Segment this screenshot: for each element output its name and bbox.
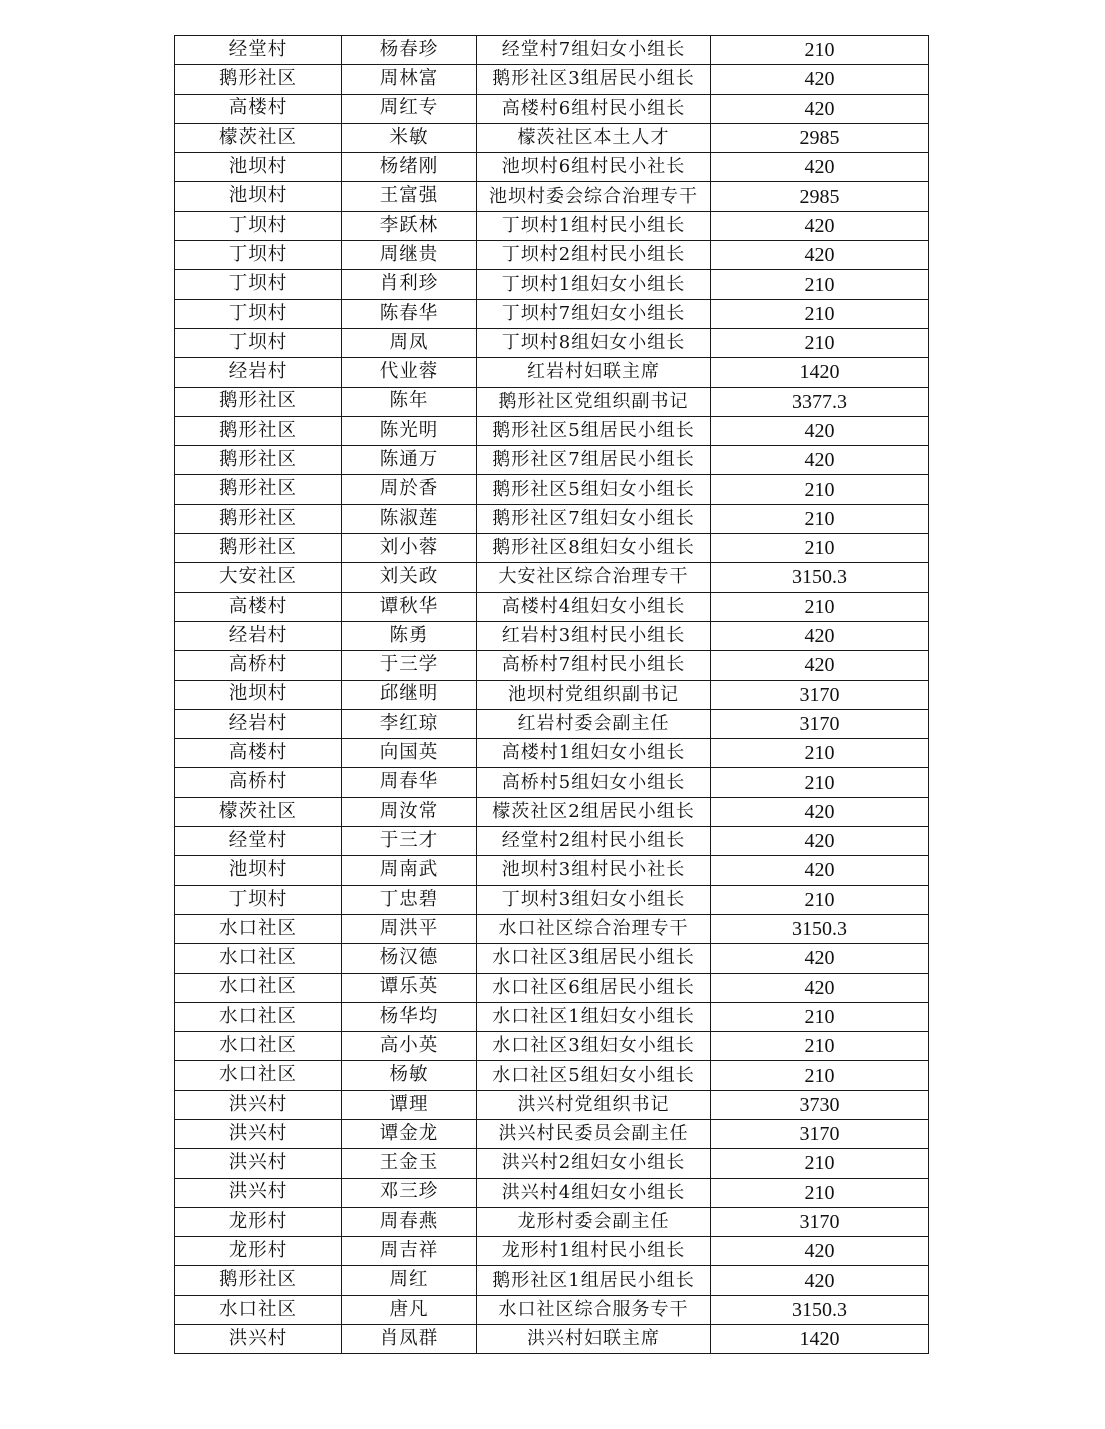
amount-cell: 210 bbox=[711, 534, 929, 563]
position-cell: 鹅形社区5组妇女小组长 bbox=[477, 475, 711, 504]
village-cell: 水口社区 bbox=[175, 1295, 342, 1324]
amount-cell: 420 bbox=[711, 1266, 929, 1295]
village-cell: 经堂村 bbox=[175, 36, 342, 65]
village-cell: 水口社区 bbox=[175, 914, 342, 943]
position-cell: 鹅形社区7组居民小组长 bbox=[477, 446, 711, 475]
village-cell: 高楼村 bbox=[175, 739, 342, 768]
village-cell: 水口社区 bbox=[175, 1061, 342, 1090]
name-cell: 邓三珍 bbox=[342, 1178, 477, 1207]
position-cell: 丁坝村2组村民小组长 bbox=[477, 241, 711, 270]
table-row bbox=[175, 739, 929, 768]
table-row bbox=[175, 1237, 929, 1266]
position-cell: 池坝村委会综合治理专干 bbox=[477, 182, 711, 211]
table-row bbox=[175, 1032, 929, 1061]
amount-cell: 210 bbox=[711, 1061, 929, 1090]
table-row bbox=[175, 856, 929, 885]
table-row bbox=[175, 563, 929, 592]
village-cell: 池坝村 bbox=[175, 856, 342, 885]
table-row bbox=[175, 885, 929, 914]
name-cell: 周林富 bbox=[342, 65, 477, 94]
name-cell: 杨华均 bbox=[342, 1002, 477, 1031]
position-cell: 大安社区综合治理专干 bbox=[477, 563, 711, 592]
personnel-allowance-table bbox=[174, 35, 929, 1354]
table-row bbox=[175, 1325, 929, 1354]
table-row bbox=[175, 592, 929, 621]
amount-cell: 420 bbox=[711, 241, 929, 270]
position-cell: 洪兴村民委员会副主任 bbox=[477, 1119, 711, 1148]
table-row bbox=[175, 1119, 929, 1148]
table-row bbox=[175, 241, 929, 270]
name-cell: 于三才 bbox=[342, 827, 477, 856]
position-cell: 洪兴村党组织书记 bbox=[477, 1090, 711, 1119]
table-row bbox=[175, 475, 929, 504]
amount-cell: 210 bbox=[711, 592, 929, 621]
table-row bbox=[175, 123, 929, 152]
position-cell: 红岩村妇联主席 bbox=[477, 358, 711, 387]
village-cell: 鹅形社区 bbox=[175, 416, 342, 445]
position-cell: 洪兴村2组妇女小组长 bbox=[477, 1149, 711, 1178]
table-row bbox=[175, 534, 929, 563]
amount-cell: 210 bbox=[711, 299, 929, 328]
amount-cell: 420 bbox=[711, 94, 929, 123]
name-cell: 陈年 bbox=[342, 387, 477, 416]
name-cell: 杨敏 bbox=[342, 1061, 477, 1090]
table-row bbox=[175, 504, 929, 533]
amount-cell: 420 bbox=[711, 153, 929, 182]
table-row bbox=[175, 182, 929, 211]
amount-cell: 210 bbox=[711, 1178, 929, 1207]
amount-cell: 2985 bbox=[711, 123, 929, 152]
name-cell: 代业蓉 bbox=[342, 358, 477, 387]
position-cell: 洪兴村妇联主席 bbox=[477, 1325, 711, 1354]
village-cell: 高楼村 bbox=[175, 592, 342, 621]
table-row bbox=[175, 973, 929, 1002]
position-cell: 丁坝村3组妇女小组长 bbox=[477, 885, 711, 914]
name-cell: 王富强 bbox=[342, 182, 477, 211]
amount-cell: 420 bbox=[711, 856, 929, 885]
village-cell: 池坝村 bbox=[175, 153, 342, 182]
position-cell: 水口社区3组妇女小组长 bbox=[477, 1032, 711, 1061]
position-cell: 高桥村7组村民小组长 bbox=[477, 651, 711, 680]
position-cell: 檬茨社区本土人才 bbox=[477, 123, 711, 152]
amount-cell: 210 bbox=[711, 1002, 929, 1031]
village-cell: 鹅形社区 bbox=[175, 1266, 342, 1295]
table-row bbox=[175, 270, 929, 299]
village-cell: 丁坝村 bbox=[175, 885, 342, 914]
village-cell: 高桥村 bbox=[175, 768, 342, 797]
name-cell: 谭乐英 bbox=[342, 973, 477, 1002]
amount-cell: 3170 bbox=[711, 1207, 929, 1236]
table-row bbox=[175, 1207, 929, 1236]
position-cell: 龙形村委会副主任 bbox=[477, 1207, 711, 1236]
village-cell: 丁坝村 bbox=[175, 270, 342, 299]
village-cell: 鹅形社区 bbox=[175, 446, 342, 475]
position-cell: 水口社区3组居民小组长 bbox=[477, 944, 711, 973]
amount-cell: 420 bbox=[711, 797, 929, 826]
amount-cell: 420 bbox=[711, 827, 929, 856]
village-cell: 檬茨社区 bbox=[175, 797, 342, 826]
table-row bbox=[175, 944, 929, 973]
amount-cell: 420 bbox=[711, 651, 929, 680]
amount-cell: 3170 bbox=[711, 709, 929, 738]
name-cell: 周洪平 bbox=[342, 914, 477, 943]
amount-cell: 210 bbox=[711, 475, 929, 504]
village-cell: 丁坝村 bbox=[175, 299, 342, 328]
village-cell: 经堂村 bbox=[175, 827, 342, 856]
name-cell: 刘小蓉 bbox=[342, 534, 477, 563]
name-cell: 周红专 bbox=[342, 94, 477, 123]
name-cell: 周於香 bbox=[342, 475, 477, 504]
position-cell: 水口社区综合治理专干 bbox=[477, 914, 711, 943]
name-cell: 周吉祥 bbox=[342, 1237, 477, 1266]
table-row bbox=[175, 914, 929, 943]
position-cell: 洪兴村4组妇女小组长 bbox=[477, 1178, 711, 1207]
name-cell: 周继贵 bbox=[342, 241, 477, 270]
position-cell: 鹅形社区党组织副书记 bbox=[477, 387, 711, 416]
position-cell: 鹅形社区7组妇女小组长 bbox=[477, 504, 711, 533]
amount-cell: 210 bbox=[711, 1032, 929, 1061]
amount-cell: 1420 bbox=[711, 1325, 929, 1354]
table-row bbox=[175, 358, 929, 387]
village-cell: 洪兴村 bbox=[175, 1119, 342, 1148]
amount-cell: 1420 bbox=[711, 358, 929, 387]
amount-cell: 420 bbox=[711, 211, 929, 240]
amount-cell: 420 bbox=[711, 416, 929, 445]
village-cell: 大安社区 bbox=[175, 563, 342, 592]
position-cell: 池坝村3组村民小社长 bbox=[477, 856, 711, 885]
table-row bbox=[175, 827, 929, 856]
name-cell: 刘关政 bbox=[342, 563, 477, 592]
village-cell: 洪兴村 bbox=[175, 1178, 342, 1207]
table-row bbox=[175, 797, 929, 826]
amount-cell: 420 bbox=[711, 944, 929, 973]
name-cell: 陈勇 bbox=[342, 621, 477, 650]
position-cell: 丁坝村8组妇女小组长 bbox=[477, 328, 711, 357]
village-cell: 经岩村 bbox=[175, 709, 342, 738]
village-cell: 水口社区 bbox=[175, 1002, 342, 1031]
table-row bbox=[175, 1178, 929, 1207]
name-cell: 米敏 bbox=[342, 123, 477, 152]
table-row bbox=[175, 211, 929, 240]
amount-cell: 420 bbox=[711, 973, 929, 1002]
position-cell: 红岩村3组村民小组长 bbox=[477, 621, 711, 650]
name-cell: 谭金龙 bbox=[342, 1119, 477, 1148]
position-cell: 经堂村7组妇女小组长 bbox=[477, 36, 711, 65]
amount-cell: 3170 bbox=[711, 680, 929, 709]
village-cell: 龙形村 bbox=[175, 1207, 342, 1236]
position-cell: 龙形村1组村民小组长 bbox=[477, 1237, 711, 1266]
village-cell: 高桥村 bbox=[175, 651, 342, 680]
name-cell: 谭秋华 bbox=[342, 592, 477, 621]
table-row bbox=[175, 416, 929, 445]
village-cell: 水口社区 bbox=[175, 1032, 342, 1061]
village-cell: 洪兴村 bbox=[175, 1325, 342, 1354]
table-row bbox=[175, 299, 929, 328]
position-cell: 水口社区5组妇女小组长 bbox=[477, 1061, 711, 1090]
position-cell: 鹅形社区8组妇女小组长 bbox=[477, 534, 711, 563]
position-cell: 池坝村6组村民小社长 bbox=[477, 153, 711, 182]
table-row bbox=[175, 768, 929, 797]
name-cell: 周红 bbox=[342, 1266, 477, 1295]
table-row bbox=[175, 387, 929, 416]
table-row bbox=[175, 1002, 929, 1031]
village-cell: 鹅形社区 bbox=[175, 475, 342, 504]
amount-cell: 210 bbox=[711, 36, 929, 65]
name-cell: 杨春珍 bbox=[342, 36, 477, 65]
village-cell: 鹅形社区 bbox=[175, 65, 342, 94]
amount-cell: 210 bbox=[711, 1149, 929, 1178]
position-cell: 池坝村党组织副书记 bbox=[477, 680, 711, 709]
position-cell: 水口社区6组居民小组长 bbox=[477, 973, 711, 1002]
village-cell: 池坝村 bbox=[175, 680, 342, 709]
name-cell: 李跃林 bbox=[342, 211, 477, 240]
village-cell: 经岩村 bbox=[175, 358, 342, 387]
name-cell: 肖利珍 bbox=[342, 270, 477, 299]
table-row bbox=[175, 94, 929, 123]
amount-cell: 3377.3 bbox=[711, 387, 929, 416]
name-cell: 陈光明 bbox=[342, 416, 477, 445]
amount-cell: 2985 bbox=[711, 182, 929, 211]
name-cell: 周南武 bbox=[342, 856, 477, 885]
name-cell: 谭理 bbox=[342, 1090, 477, 1119]
village-cell: 水口社区 bbox=[175, 944, 342, 973]
village-cell: 洪兴村 bbox=[175, 1149, 342, 1178]
table-row bbox=[175, 446, 929, 475]
position-cell: 高楼村1组妇女小组长 bbox=[477, 739, 711, 768]
name-cell: 周春燕 bbox=[342, 1207, 477, 1236]
position-cell: 水口社区1组妇女小组长 bbox=[477, 1002, 711, 1031]
village-cell: 丁坝村 bbox=[175, 328, 342, 357]
name-cell: 周凤 bbox=[342, 328, 477, 357]
village-cell: 鹅形社区 bbox=[175, 387, 342, 416]
position-cell: 高楼村4组妇女小组长 bbox=[477, 592, 711, 621]
table-row bbox=[175, 65, 929, 94]
table-row bbox=[175, 1061, 929, 1090]
amount-cell: 210 bbox=[711, 270, 929, 299]
village-cell: 水口社区 bbox=[175, 973, 342, 1002]
name-cell: 高小英 bbox=[342, 1032, 477, 1061]
position-cell: 水口社区综合服务专干 bbox=[477, 1295, 711, 1324]
table-row bbox=[175, 1090, 929, 1119]
name-cell: 周春华 bbox=[342, 768, 477, 797]
amount-cell: 3150.3 bbox=[711, 914, 929, 943]
table-row bbox=[175, 1149, 929, 1178]
position-cell: 经堂村2组村民小组长 bbox=[477, 827, 711, 856]
position-cell: 丁坝村7组妇女小组长 bbox=[477, 299, 711, 328]
amount-cell: 420 bbox=[711, 446, 929, 475]
position-cell: 丁坝村1组村民小组长 bbox=[477, 211, 711, 240]
amount-cell: 420 bbox=[711, 621, 929, 650]
name-cell: 杨绪刚 bbox=[342, 153, 477, 182]
name-cell: 陈春华 bbox=[342, 299, 477, 328]
village-cell: 高楼村 bbox=[175, 94, 342, 123]
amount-cell: 210 bbox=[711, 504, 929, 533]
village-cell: 丁坝村 bbox=[175, 241, 342, 270]
position-cell: 鹅形社区5组居民小组长 bbox=[477, 416, 711, 445]
position-cell: 丁坝村1组妇女小组长 bbox=[477, 270, 711, 299]
amount-cell: 3150.3 bbox=[711, 1295, 929, 1324]
table-row bbox=[175, 153, 929, 182]
name-cell: 杨汉德 bbox=[342, 944, 477, 973]
name-cell: 周汝常 bbox=[342, 797, 477, 826]
table-row bbox=[175, 709, 929, 738]
name-cell: 陈淑莲 bbox=[342, 504, 477, 533]
village-cell: 池坝村 bbox=[175, 182, 342, 211]
name-cell: 邱继明 bbox=[342, 680, 477, 709]
name-cell: 陈通万 bbox=[342, 446, 477, 475]
name-cell: 向国英 bbox=[342, 739, 477, 768]
position-cell: 红岩村委会副主任 bbox=[477, 709, 711, 738]
name-cell: 肖凤群 bbox=[342, 1325, 477, 1354]
name-cell: 于三学 bbox=[342, 651, 477, 680]
table-row bbox=[175, 680, 929, 709]
amount-cell: 210 bbox=[711, 739, 929, 768]
position-cell: 高楼村6组村民小组长 bbox=[477, 94, 711, 123]
table-row bbox=[175, 1266, 929, 1295]
position-cell: 鹅形社区3组居民小组长 bbox=[477, 65, 711, 94]
village-cell: 鹅形社区 bbox=[175, 534, 342, 563]
amount-cell: 3150.3 bbox=[711, 563, 929, 592]
village-cell: 鹅形社区 bbox=[175, 504, 342, 533]
table-row bbox=[175, 36, 929, 65]
amount-cell: 210 bbox=[711, 768, 929, 797]
table-body bbox=[175, 36, 929, 1354]
table-row bbox=[175, 328, 929, 357]
village-cell: 龙形村 bbox=[175, 1237, 342, 1266]
village-cell: 洪兴村 bbox=[175, 1090, 342, 1119]
amount-cell: 210 bbox=[711, 328, 929, 357]
name-cell: 唐凡 bbox=[342, 1295, 477, 1324]
position-cell: 高桥村5组妇女小组长 bbox=[477, 768, 711, 797]
amount-cell: 3730 bbox=[711, 1090, 929, 1119]
village-cell: 丁坝村 bbox=[175, 211, 342, 240]
table-row bbox=[175, 651, 929, 680]
amount-cell: 3170 bbox=[711, 1119, 929, 1148]
position-cell: 檬茨社区2组居民小组长 bbox=[477, 797, 711, 826]
amount-cell: 210 bbox=[711, 885, 929, 914]
table-row bbox=[175, 621, 929, 650]
village-cell: 经岩村 bbox=[175, 621, 342, 650]
table-row bbox=[175, 1295, 929, 1324]
position-cell: 鹅形社区1组居民小组长 bbox=[477, 1266, 711, 1295]
village-cell: 檬茨社区 bbox=[175, 123, 342, 152]
name-cell: 王金玉 bbox=[342, 1149, 477, 1178]
amount-cell: 420 bbox=[711, 1237, 929, 1266]
name-cell: 李红琼 bbox=[342, 709, 477, 738]
name-cell: 丁忠碧 bbox=[342, 885, 477, 914]
amount-cell: 420 bbox=[711, 65, 929, 94]
